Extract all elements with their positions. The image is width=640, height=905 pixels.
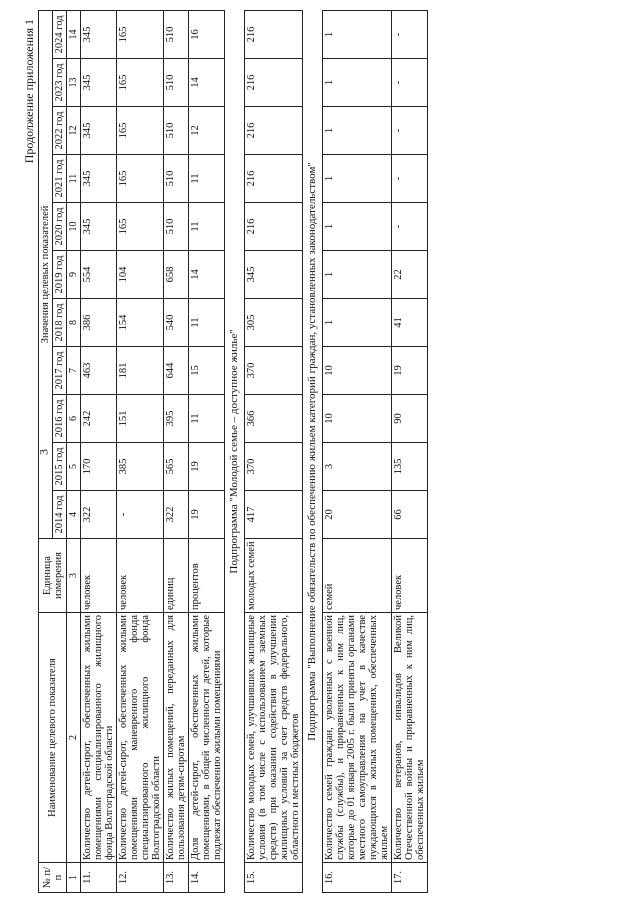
value-cell: 463 bbox=[81, 347, 117, 395]
subprogram-title: Подпрограмма "Молодой семье – доступное жилье" bbox=[225, 10, 245, 892]
value-cell: 165 bbox=[117, 155, 164, 203]
value-cell: 11 bbox=[189, 155, 225, 203]
value-cell: 165 bbox=[117, 203, 164, 251]
value-cell: 14 bbox=[189, 59, 225, 107]
value-cell: 1 bbox=[323, 203, 392, 251]
value-cell: 14 bbox=[189, 251, 225, 299]
value-cell: 10 bbox=[323, 395, 392, 443]
year-header: 2023 год bbox=[53, 59, 67, 107]
year-header: 2020 год bbox=[53, 203, 67, 251]
continuation-label: Продолжение приложения 1 bbox=[22, 19, 36, 164]
row-number: 15. bbox=[245, 863, 303, 893]
header-values-group: Значения целевых показателей bbox=[39, 10, 53, 538]
value-cell: 370 bbox=[245, 443, 303, 491]
value-cell: 154 bbox=[117, 299, 164, 347]
indicator-name: Количество детей-сирот, обеспеченных жилыми помещениями специализированного жилищного фонда Волгоградской области bbox=[81, 613, 117, 863]
value-cell: 366 bbox=[245, 395, 303, 443]
value-cell: 1 bbox=[323, 10, 392, 58]
row-number: 12. bbox=[117, 863, 164, 893]
year-header: 2014 год bbox=[53, 491, 67, 539]
unit-cell: единиц bbox=[164, 539, 189, 613]
value-cell: 345 bbox=[81, 59, 117, 107]
unit-cell: человек bbox=[117, 539, 164, 613]
row-number: 14. bbox=[189, 863, 225, 893]
value-cell: - bbox=[392, 155, 428, 203]
value-cell: 1 bbox=[323, 107, 392, 155]
value-cell: 417 bbox=[245, 491, 303, 539]
column-numbers-row bbox=[67, 10, 81, 892]
indicator-name: Доля детей-сирот, обеспеченных жилыми помещениями, в общей численности детей, которые подлежат обеспечению жилыми помещениями bbox=[189, 613, 225, 863]
value-cell: 242 bbox=[81, 395, 117, 443]
value-cell: 510 bbox=[164, 59, 189, 107]
value-cell: 345 bbox=[81, 203, 117, 251]
column-number: 9 bbox=[67, 251, 81, 299]
value-cell: 165 bbox=[117, 10, 164, 58]
subprogram-title: Подпрограмма "Выполнение обязательств по обеспечению жильем категорий граждан, установленных законодательством" bbox=[303, 10, 323, 892]
value-cell: 165 bbox=[117, 107, 164, 155]
value-cell: 66 bbox=[392, 491, 428, 539]
value-cell: 90 bbox=[392, 395, 428, 443]
value-cell: - bbox=[392, 107, 428, 155]
value-cell: 216 bbox=[245, 203, 303, 251]
value-cell: 20 bbox=[323, 491, 392, 539]
row-number: 13. bbox=[164, 863, 189, 893]
value-cell: 16 bbox=[189, 10, 225, 58]
table-row bbox=[323, 10, 392, 892]
value-cell: 104 bbox=[117, 251, 164, 299]
table-body bbox=[81, 10, 428, 892]
year-header: 2018 год bbox=[53, 299, 67, 347]
value-cell: - bbox=[392, 59, 428, 107]
value-cell: 510 bbox=[164, 155, 189, 203]
value-cell: - bbox=[117, 491, 164, 539]
value-cell: 135 bbox=[392, 443, 428, 491]
value-cell: 19 bbox=[189, 491, 225, 539]
indicator-name: Количество жилых помещений, переданных для пользования детям-сиротам bbox=[164, 613, 189, 863]
header-no: № п/п bbox=[39, 863, 67, 893]
value-cell: 510 bbox=[164, 10, 189, 58]
value-cell: 22 bbox=[392, 251, 428, 299]
value-cell: 165 bbox=[117, 59, 164, 107]
value-cell: 216 bbox=[245, 10, 303, 58]
year-header: 2016 год bbox=[53, 395, 67, 443]
year-header: 2017 год bbox=[53, 347, 67, 395]
unit-cell: человек bbox=[81, 539, 117, 613]
value-cell: 19 bbox=[392, 347, 428, 395]
indicator-name: Количество молодых семей, улучшивших жилищные условия (в том числе с использованием заемных средств) при оказании содействия в улучшении жилищных условий за счет средств федерального, областного и местных бюджетов bbox=[245, 613, 303, 863]
indicator-name: Количество детей-сирот, обеспеченных жилыми помещениями маневренного фонда специализированного жилищного фонда Волгоградской области bbox=[117, 613, 164, 863]
value-cell: 322 bbox=[81, 491, 117, 539]
year-header: 2019 год bbox=[53, 251, 67, 299]
indicators-table bbox=[38, 10, 428, 893]
value-cell: 554 bbox=[81, 251, 117, 299]
column-number: 13 bbox=[67, 59, 81, 107]
value-cell: 41 bbox=[392, 299, 428, 347]
subprogram-row bbox=[303, 10, 323, 892]
value-cell: 395 bbox=[164, 395, 189, 443]
column-number: 6 bbox=[67, 395, 81, 443]
column-number: 7 bbox=[67, 347, 81, 395]
unit-cell: человек bbox=[392, 539, 428, 613]
value-cell: 15 bbox=[189, 347, 225, 395]
year-header: 2024 год bbox=[53, 10, 67, 58]
value-cell: 345 bbox=[81, 107, 117, 155]
row-number: 17. bbox=[392, 863, 428, 893]
value-cell: 1 bbox=[323, 155, 392, 203]
column-number: 1 bbox=[67, 863, 81, 893]
value-cell: 3 bbox=[323, 443, 392, 491]
year-header: 2015 год bbox=[53, 443, 67, 491]
row-number: 16. bbox=[323, 863, 392, 893]
value-cell: 11 bbox=[189, 203, 225, 251]
value-cell: 510 bbox=[164, 107, 189, 155]
value-cell: 322 bbox=[164, 491, 189, 539]
value-cell: 370 bbox=[245, 347, 303, 395]
table-row bbox=[189, 10, 225, 892]
value-cell: 385 bbox=[117, 443, 164, 491]
value-cell: 181 bbox=[117, 347, 164, 395]
value-cell: 565 bbox=[164, 443, 189, 491]
column-number: 12 bbox=[67, 107, 81, 155]
value-cell: 151 bbox=[117, 395, 164, 443]
value-cell: 540 bbox=[164, 299, 189, 347]
unit-cell: молодых семей bbox=[245, 539, 303, 613]
indicator-name: Количество ветеранов, инвалидов Великой Отечественной войны и приравненных к ним лиц, обеспеченных жильем bbox=[392, 613, 428, 863]
page-number: 3 bbox=[36, 449, 51, 455]
value-cell: 10 bbox=[323, 347, 392, 395]
table-row bbox=[81, 10, 117, 892]
value-cell: 216 bbox=[245, 59, 303, 107]
year-header: 2021 год bbox=[53, 155, 67, 203]
header-unit: Единица измерения bbox=[39, 539, 67, 613]
value-cell: 1 bbox=[323, 59, 392, 107]
value-cell: - bbox=[392, 10, 428, 58]
column-number: 5 bbox=[67, 443, 81, 491]
column-number: 10 bbox=[67, 203, 81, 251]
value-cell: 170 bbox=[81, 443, 117, 491]
value-cell: 510 bbox=[164, 203, 189, 251]
table-row bbox=[164, 10, 189, 892]
column-number: 3 bbox=[67, 539, 81, 613]
table-row bbox=[117, 10, 164, 892]
column-number: 4 bbox=[67, 491, 81, 539]
value-cell: 644 bbox=[164, 347, 189, 395]
value-cell: 345 bbox=[81, 10, 117, 58]
column-number: 8 bbox=[67, 299, 81, 347]
column-number: 11 bbox=[67, 155, 81, 203]
value-cell: 658 bbox=[164, 251, 189, 299]
value-cell: - bbox=[392, 203, 428, 251]
subprogram-row bbox=[225, 10, 245, 892]
row-number: 11. bbox=[81, 863, 117, 893]
value-cell: 216 bbox=[245, 155, 303, 203]
value-cell: 12 bbox=[189, 107, 225, 155]
year-header: 2022 год bbox=[53, 107, 67, 155]
value-cell: 305 bbox=[245, 299, 303, 347]
value-cell: 216 bbox=[245, 107, 303, 155]
value-cell: 345 bbox=[245, 251, 303, 299]
table-row bbox=[245, 10, 303, 892]
value-cell: 1 bbox=[323, 299, 392, 347]
rotated-page bbox=[20, 13, 620, 893]
header-name: Наименование целевого показателя bbox=[39, 613, 67, 863]
value-cell: 1 bbox=[323, 251, 392, 299]
table-row bbox=[392, 10, 428, 892]
value-cell: 11 bbox=[189, 299, 225, 347]
unit-cell: процентов bbox=[189, 539, 225, 613]
unit-cell: семей bbox=[323, 539, 392, 613]
value-cell: 345 bbox=[81, 155, 117, 203]
column-number: 2 bbox=[67, 613, 81, 863]
value-cell: 11 bbox=[189, 395, 225, 443]
value-cell: 386 bbox=[81, 299, 117, 347]
column-number: 14 bbox=[67, 10, 81, 58]
indicator-name: Количество семей граждан, уволенных с военной службы (службы), и приравненных к ним лиц, которые до 01 января 2005 г. были приняты органами местного самоуправления на учет в качестве нуждающихся в жилых помещениях, обеспеченных жильем bbox=[323, 613, 392, 863]
value-cell: 19 bbox=[189, 443, 225, 491]
